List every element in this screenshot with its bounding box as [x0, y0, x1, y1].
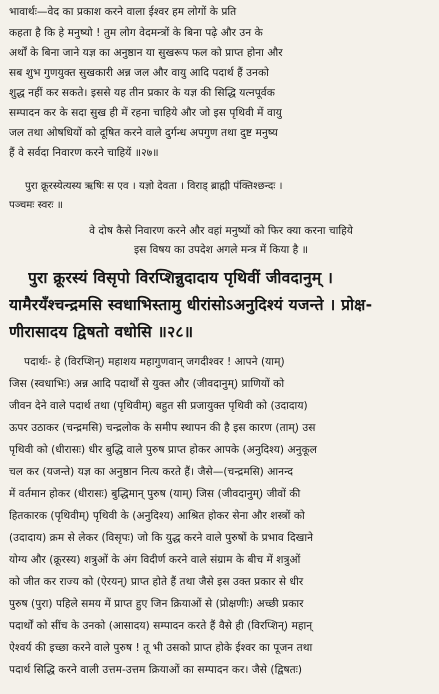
verse-line: यामैरयँश्चन्द्रमसि स्वधाभिस्तामु धीरांसोऽअनुदिश्यं यजन्ते । प्रोक्ष- — [9, 296, 373, 314]
text-line: में वर्तमान होकर (धीरासः) बुद्धिमान् पुरुष (याम्) जिस (जीवदानुम्) जीवों की — [9, 488, 301, 500]
text-line: ऐश्वर्य की इच्छा करने वाले पुरुष ! तू भी उसको प्राप्त होके ईश्वर का पूजन तथा — [9, 642, 313, 654]
verse-line: णीरासादय द्विषतो वधोसि ॥२८॥ — [9, 323, 194, 341]
text-line: जल तथा ओषधियों को दूषित करने वाले दुर्गन्ध अपगुण तथा दुष्ट मनुष्य — [9, 127, 278, 139]
text-line: ऊपर उठाकर (चन्द्रमसि) चन्द्रलोक के समीप स्थापन की है इस कारण (ताम्) उस — [9, 422, 316, 434]
text-line: कहता है कि हे मनुष्यो ! तुम लोग वेदमन्त्रों के बिना पढ़े और उन के — [9, 27, 263, 39]
text-line: पदार्थ सिद्धि करने वाली उत्तम-उत्तम क्रियाओं का सम्पादन कर। जैसे (द्विषतः) — [9, 664, 303, 676]
text-line: वे दोष कैसे निवारण करने और वहां मनुष्यों को फिर क्या करना चाहिये — [89, 225, 353, 237]
text-line: पञ्चमः स्वरः ॥ — [9, 200, 63, 211]
text-line: जीवन देने वाले पदार्थ तथा (पृथिवीम्) बहुत सी प्रजायुक्त पृथिवी को (उदादाय) — [9, 400, 308, 412]
text-line: को जीत कर राज्य को (ऐरयन्) प्राप्त होते हैं तथा जैसे इस उक्त प्रकार से धीर — [9, 576, 304, 588]
text-line: जिस (स्वधाभिः) अन्न आदि पदार्थों से युक्त और (जीवदानुम्) प्राणियों को — [9, 378, 285, 390]
text-line: पदार्थों को सींच के उनको (आसादय) सम्पादन करते हैं वैसे ही (विरप्शिन्) महान् — [9, 620, 313, 632]
text-line: सब शुभ गुणयुक्त सुखकारी अन्न जल और वायु आदि पदार्थ हैं उनको — [9, 67, 269, 79]
text-line: अर्थों के बिना जाने यज्ञ का अनुष्ठान या सुखरूप फल को प्राप्त होना और — [9, 47, 283, 59]
text-line: (उदादाय) क्रम से लेकर (विसृपः) जो कि युद्ध करने वाले पुरुषों के प्रभाव दिखाने — [9, 532, 314, 544]
text-line: इस विषय का उपदेश अगले मन्त्र में किया है ॥ — [133, 244, 309, 256]
text-line: सम्पादन कर के सदा सुख ही में रहना चाहिये और जो इस पृथिवी में वायु — [9, 107, 282, 119]
text-line: शुद्ध नहीं कर सकते। इससे यह तीन प्रकार के यज्ञ की सिद्धि यत्नपूर्वक — [9, 87, 275, 99]
text-line: हैं वे सर्वदा निवारण करने चाहियें ॥२७॥ — [9, 147, 159, 159]
text-line: चल कर (यजन्ते) यज्ञ का अनुष्ठान नित्य करते हैं। जैसे—(चन्द्रमसि) आनन्द — [9, 466, 294, 478]
text-line: पुरा क्रूरस्येत्यस्य ऋषिः स एव । यज्ञो देवता । विराड् ब्राह्मी पंक्तिश्छन्दः । — [25, 181, 283, 192]
text-line: पृथिवी को (धीरासः) धीर बुद्धि वाले पुरुष प्राप्त होकर आपके (अनुदिश्य) अनुकूल — [9, 444, 318, 456]
text-line: पुरुष (पुरा) पहिले समय में प्राप्त हुए जिन क्रियाओं से (प्रोक्षणीः) अच्छी प्रकार — [9, 598, 304, 610]
text-line: हितकारक (पृथिवीम्) पृथिवी के (अनुदिश्य) आश्रित होकर सेना और शस्त्रों को — [9, 510, 305, 522]
text-line: योग्य और (क्रूरस्य) शत्रुओं के अंग विदीर्ण करने वाले संग्राम के बीच में शत्रुओं — [9, 554, 301, 566]
verse-line: पुरा क्रूरस्यं विसृपो विरप्शिन्नुदादाय पृथिवीं जीवदानुम् । — [28, 269, 334, 287]
text-line: भावार्थः—वेद का प्रकाश करने वाला ईश्वर हम लोगों के प्रति — [9, 6, 237, 18]
text-line: पदार्थः- हे (विरप्शिन्) महाशय महागुणवान् जगदीश्वर ! आपने (याम्) — [24, 356, 285, 368]
